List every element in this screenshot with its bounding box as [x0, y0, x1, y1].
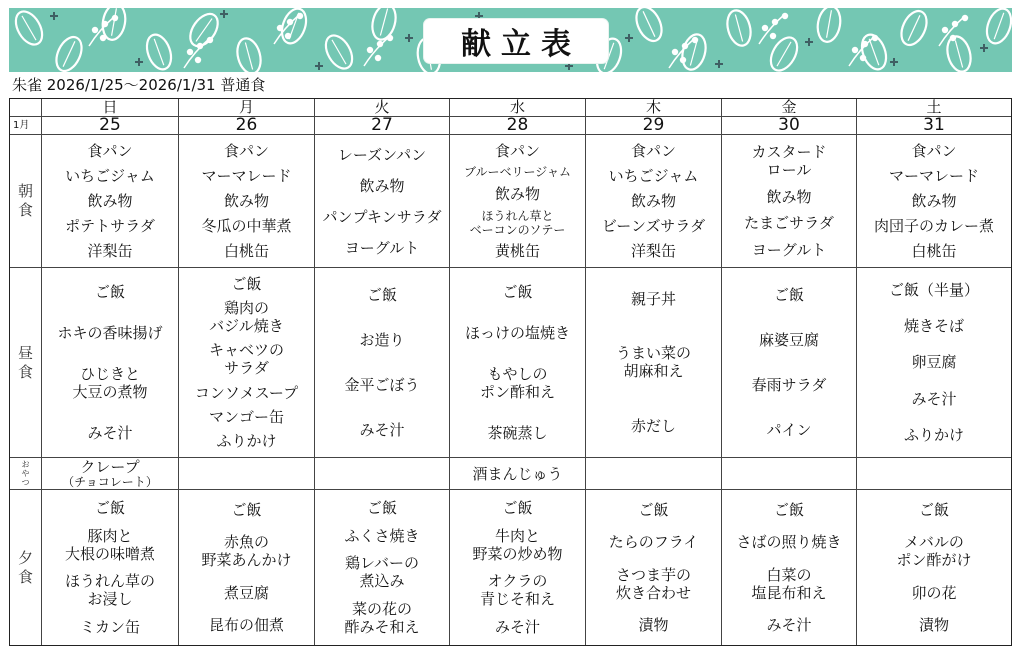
berry-branch-icon [112, 15, 118, 21]
menu-item: コンソメスープ [194, 383, 299, 402]
leaf-vein [245, 42, 252, 69]
menu-item: 洋梨缶 [87, 241, 133, 260]
menu-item: 飲み物 [223, 191, 269, 210]
berry-branch-icon [285, 33, 291, 39]
weekday-label: 木 [645, 99, 661, 116]
snack-item: 酒まんじゅう [472, 464, 563, 483]
berry-branch-icon [852, 47, 858, 53]
menu-item: キャベツの サラダ [208, 341, 284, 378]
berry-branch-icon [367, 47, 373, 53]
snack-cell [586, 458, 722, 490]
menu-item: ブルーベリージャム [463, 165, 572, 180]
menu-item: みそ汁 [359, 421, 405, 440]
berry-branch-icon [772, 19, 778, 25]
berry-branch-icon [862, 41, 868, 47]
menu-item: 白菜の 塩昆布和え [751, 565, 827, 602]
leaf-vein [735, 14, 742, 41]
date-label: 30 [778, 117, 800, 135]
weekday-label: 日 [102, 99, 118, 116]
meal-label-char: お [21, 460, 30, 469]
menu-item: 飲み物 [359, 176, 405, 195]
menu-item: ご飯 [502, 283, 533, 302]
weekday-label: 土 [926, 99, 942, 116]
menu-item: 洋梨缶 [630, 241, 676, 260]
menu-item: 赤魚の 野菜あんかけ [201, 533, 292, 570]
corner-cell [10, 99, 42, 117]
menu-table [9, 98, 1012, 646]
date-header [586, 117, 722, 135]
meal-label-char: や [21, 469, 30, 478]
snack-cell [450, 458, 586, 490]
month-cell [10, 117, 42, 135]
date-label: 27 [371, 117, 393, 135]
weekday-header [857, 99, 1011, 117]
leaf-vein [643, 11, 655, 36]
menu-item: ホキの香味揚げ [57, 324, 163, 343]
date-header [450, 117, 586, 135]
weekday-label: 金 [781, 99, 797, 116]
menu-item: オクラの 青じそ和え [479, 572, 555, 609]
leaf-vein [332, 40, 346, 64]
menu-item: ほうれん草の お浸し [64, 572, 155, 609]
meal-label-char: 食 [17, 362, 33, 381]
menu-cell-dinner [315, 490, 450, 645]
date-label: 25 [99, 117, 121, 135]
menu-item: たまごサラダ [744, 214, 834, 233]
berry-branch-icon [297, 13, 303, 19]
berry-branch-icon [770, 33, 776, 39]
menu-item: ご飯 [231, 275, 262, 294]
menu-item: 赤だし [630, 416, 676, 435]
leaf-vein [994, 13, 1004, 39]
weekday-label: 火 [374, 99, 390, 116]
meal-label-snack [10, 458, 42, 490]
menu-cell-dinner [450, 490, 586, 645]
berry-branch-icon [387, 35, 393, 41]
berry-branch-icon [377, 41, 383, 47]
menu-item: ご飯 [502, 498, 533, 517]
menu-cell-lunch [857, 268, 1011, 458]
menu-item: レーズンパン [337, 145, 427, 164]
meal-label-char: 夕 [17, 548, 33, 567]
menu-item: 煮豆腐 [223, 583, 269, 602]
berry-branch-icon [100, 35, 106, 41]
menu-item: 飲み物 [630, 191, 676, 210]
menu-item: 冬瓜の中華煮 [201, 216, 292, 235]
berry-branch-icon [762, 25, 768, 31]
menu-item: さつま芋の 炊き合わせ [615, 565, 691, 602]
menu-item: ふくさ焼き [344, 526, 420, 545]
leaf-vein [22, 16, 36, 40]
menu-cell-breakfast [586, 135, 722, 268]
berry-branch-icon [195, 57, 201, 63]
menu-item: みそ汁 [911, 389, 957, 408]
menu-item: 食パン [223, 142, 269, 161]
leaf-icon [369, 8, 400, 42]
menu-cell-dinner [179, 490, 315, 645]
menu-item: 飲み物 [911, 191, 957, 210]
menu-item: ポテトサラダ [65, 216, 155, 235]
menu-item: 肉団子のカレー煮 [873, 216, 994, 235]
date-label: 29 [642, 117, 665, 135]
menu-cell-breakfast [857, 135, 1011, 268]
menu-item: ふりかけ [903, 425, 964, 444]
menu-item: 卯の花 [911, 583, 957, 602]
menu-item: マーマレード [201, 167, 292, 186]
menu-item: 飲み物 [766, 187, 812, 206]
menu-item: 食パン [494, 141, 540, 160]
menu-item: 白桃缶 [223, 241, 269, 260]
menu-item: 金平ごぼう [344, 376, 420, 395]
berry-branch-icon [872, 35, 878, 41]
menu-item: ほっけの塩焼き [464, 324, 570, 343]
menu-item: ご飯（半量） [888, 281, 979, 300]
meal-label-char: 食 [17, 567, 33, 586]
menu-item: ご飯 [773, 285, 804, 304]
meal-label-char: 昼 [17, 343, 33, 362]
snack-cell [857, 458, 1011, 490]
menu-cell-breakfast [722, 135, 857, 268]
berry-branch-icon [375, 55, 381, 61]
weekday-header [42, 99, 179, 117]
menu-cell-lunch [722, 268, 857, 458]
menu-cell-lunch [179, 268, 315, 458]
date-header [722, 117, 857, 135]
menu-item: いちごジャム [608, 167, 699, 186]
snack-cell [722, 458, 857, 490]
menu-item: マンゴー缶 [208, 407, 284, 426]
date-label: 28 [506, 117, 529, 135]
menu-item: 食パン [911, 142, 957, 161]
meal-label-char: 食 [17, 201, 33, 219]
meal-label-char: 朝 [17, 182, 33, 200]
menu-item: 麻婆豆腐 [758, 330, 819, 349]
menu-item: 白桃缶 [911, 241, 957, 260]
menu-item: 食パン [630, 142, 676, 161]
berry-branch-icon [952, 21, 958, 27]
snack-cell [42, 458, 179, 490]
weekday-label: 水 [509, 99, 525, 116]
menu-item: 漬物 [918, 615, 949, 634]
menu-item: みそ汁 [766, 615, 812, 634]
menu-item: みそ汁 [87, 423, 133, 442]
menu-cell-lunch [586, 268, 722, 458]
berry-branch-icon [187, 49, 193, 55]
menu-item: 牛肉と 野菜の炒め物 [472, 526, 563, 563]
meal-label-char: つ [21, 478, 30, 487]
menu-item: マーマレード [888, 167, 979, 186]
berry-branch-icon [277, 25, 283, 31]
berry-branch-icon [680, 57, 686, 63]
weekday-label: 月 [238, 99, 254, 116]
menu-item: たらのフライ [608, 533, 699, 552]
menu-item: 卵豆腐 [911, 353, 957, 372]
date-header [42, 117, 179, 135]
leaf-icon [51, 33, 86, 72]
date-header [315, 117, 450, 135]
berry-branch-icon [672, 49, 678, 55]
menu-item: いちごジャム [65, 167, 155, 186]
menu-item: ヨーグルト [751, 240, 827, 259]
menu-item: ミカン缶 [79, 618, 140, 637]
menu-item: ご飯 [773, 501, 804, 520]
berry-branch-icon [287, 19, 293, 25]
meal-label-breakfast [10, 135, 42, 268]
leaf-vein [827, 10, 832, 38]
menu-item: メバルの ポン酢がけ [896, 533, 972, 570]
menu-item: 茶碗蒸し [487, 423, 548, 442]
menu-item: さばの照り焼き [736, 533, 842, 552]
menu-item: 豚肉と 大根の味噌煮 [64, 526, 155, 563]
meal-label-lunch [10, 268, 42, 458]
menu-item: パンプキンサラダ [322, 207, 442, 226]
menu-item: 鶏レバーの 煮込み [345, 554, 419, 591]
berry-branch-icon [692, 37, 698, 43]
leaf-icon [983, 8, 1012, 47]
berry-branch-icon [197, 43, 203, 49]
leaf-vein [955, 40, 962, 67]
menu-item: 春雨サラダ [751, 376, 827, 395]
weekday-header [450, 99, 586, 117]
berry-branch-icon [962, 15, 968, 21]
snack-cell [315, 458, 450, 490]
menu-item: ご飯 [94, 283, 125, 302]
weekday-header [722, 99, 857, 117]
berry-branch-icon [950, 35, 956, 41]
menu-item: 昆布の佃煮 [208, 615, 284, 634]
leaf-vein [380, 8, 387, 35]
menu-item: ご飯 [231, 501, 262, 520]
leaf-vein [908, 15, 920, 40]
menu-item: ご飯 [366, 498, 397, 517]
leaf-vein [777, 42, 791, 66]
date-header [179, 117, 315, 135]
snack-item: （チョコレート） [62, 474, 158, 489]
menu-item: 黄桃缶 [494, 242, 540, 261]
menu-item: 親子丼 [630, 290, 676, 309]
menu-cell-lunch [450, 268, 586, 458]
menu-item: 鶏肉の バジル焼き [209, 299, 284, 336]
menu-cell-dinner [857, 490, 1011, 645]
menu-item: みそ汁 [494, 618, 540, 637]
menu-item: 漬物 [638, 615, 669, 634]
page-title: 献立表 [461, 27, 581, 62]
menu-cell-breakfast [42, 135, 179, 268]
menu-cell-dinner [722, 490, 857, 645]
menu-item: ひじきと 大豆の煮物 [72, 364, 148, 401]
menu-item: ご飯 [918, 501, 949, 520]
date-label: 26 [235, 117, 258, 135]
menu-item: 菜の花の 酢みそ和え [344, 600, 420, 637]
menu-subtitle: 朱雀 2026/1/25～2026/1/31 普通食 [12, 76, 266, 94]
menu-item: カスタード ロール [751, 143, 827, 180]
berry-branch-icon [942, 27, 948, 33]
menu-item: ご飯 [94, 498, 125, 517]
meal-label-dinner [10, 490, 42, 645]
menu-item: ふりかけ [216, 431, 277, 450]
menu-item: ご飯 [638, 501, 669, 520]
leaf-vein [63, 41, 75, 66]
leaf-vein [154, 39, 164, 65]
menu-cell-breakfast [450, 135, 586, 268]
leaf-vein [112, 8, 117, 36]
menu-item: お造り [359, 330, 405, 349]
snack-item: クレープ [80, 458, 140, 476]
menu-item: ご飯 [366, 285, 397, 304]
berry-branch-icon [860, 55, 866, 61]
menu-item: ほうれん草と ベーコンのソテー [469, 208, 566, 237]
menu-item: 飲み物 [87, 191, 133, 210]
menu-item: 飲み物 [494, 184, 540, 203]
menu-item: ビーンズサラダ [601, 216, 706, 235]
weekday-header [315, 99, 450, 117]
menu-item: ヨーグルト [344, 238, 420, 257]
menu-item: 食パン [87, 142, 133, 161]
menu-item: うまい菜の 胡麻和え [615, 344, 691, 381]
title-box [424, 19, 608, 63]
weekday-header [179, 99, 315, 117]
menu-cell-lunch [315, 268, 450, 458]
menu-item: パイン [766, 421, 812, 440]
weekday-header [586, 99, 722, 117]
berry-branch-icon [207, 37, 213, 43]
berry-branch-icon [92, 27, 98, 33]
date-label: 31 [923, 117, 945, 135]
menu-cell-breakfast [315, 135, 450, 268]
berry-branch-icon [102, 21, 108, 27]
leaf-vein [869, 39, 879, 65]
menu-cell-lunch [42, 268, 179, 458]
leaf-icon [765, 33, 802, 72]
menu-cell-dinner [586, 490, 722, 645]
berry-branch-icon [682, 43, 688, 49]
menu-cell-breakfast [179, 135, 315, 268]
date-header [857, 117, 1011, 135]
menu-item: 焼きそば [903, 317, 964, 336]
snack-cell [179, 458, 315, 490]
berry-branch-icon [782, 13, 788, 19]
month-label: 1月 [13, 120, 30, 131]
menu-item: もやしの ポン酢和え [479, 364, 555, 401]
menu-cell-dinner [42, 490, 179, 645]
leaf-icon [631, 8, 666, 45]
